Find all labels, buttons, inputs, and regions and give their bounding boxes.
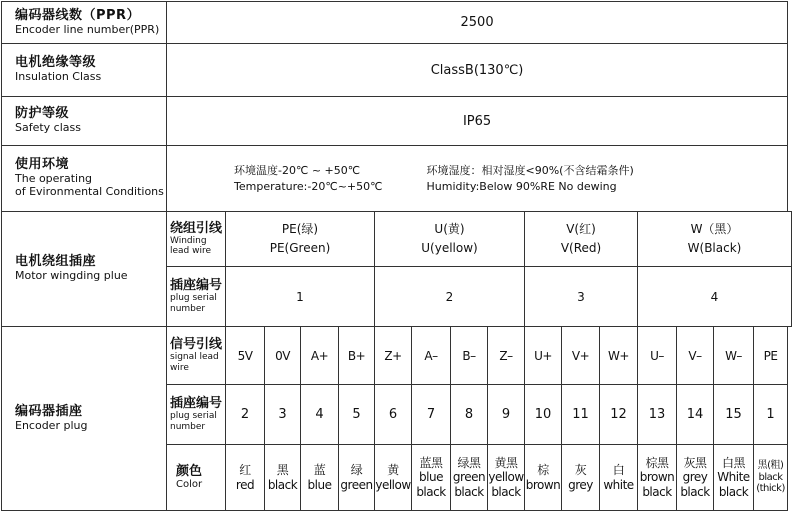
winding-lead-pe	[226, 212, 375, 267]
row-insulation	[2, 44, 792, 97]
encoder-label-cn: 编码器插座	[15, 403, 83, 419]
color-en: White	[717, 470, 750, 485]
color-cell	[226, 445, 265, 511]
ppr-label-cn: 编码器线数（PPR）	[15, 7, 141, 23]
signal-lead-label	[167, 327, 226, 385]
plug-number-cell: 8	[451, 385, 488, 445]
plug-number-cell: 11	[562, 385, 600, 445]
environment-label-cn: 使用环境	[15, 157, 70, 173]
color-cell	[677, 445, 714, 511]
color-en-2: black	[680, 484, 710, 499]
motor-plug-1: 1	[226, 267, 375, 327]
encoder-plug-label-en-2: number	[170, 421, 206, 432]
plug-number-cell: 4	[301, 385, 339, 445]
environment-values	[167, 146, 788, 212]
motor-plug-2: 2	[375, 267, 525, 327]
signal-cell: U–	[638, 327, 677, 385]
color-en: blue	[307, 477, 332, 492]
plug-number-cell: 9	[488, 385, 525, 445]
insulation-label-cn: 电机绝缘等级	[15, 55, 97, 71]
motor-plug-label-en-1: plug serial	[170, 293, 217, 304]
encoder-label-en: Encoder plug	[15, 418, 88, 432]
plug-number-cell: 2	[226, 385, 265, 445]
winding-pe-en: PE(Green)	[269, 241, 331, 255]
winding-lead-v	[525, 212, 638, 267]
row-motor-lead	[2, 212, 792, 267]
color-cn: 白	[612, 463, 625, 478]
color-cn: 棕	[537, 463, 549, 478]
safety-label-cell	[2, 97, 167, 146]
color-cn: 绿黑	[457, 455, 481, 470]
motor-plug-label	[167, 267, 226, 327]
motor-plug-label-cn: 插座编号	[170, 278, 223, 293]
color-cn: 黄黑	[494, 455, 518, 470]
signal-cell: B–	[451, 327, 488, 385]
color-cell	[525, 445, 562, 511]
color-en-2: black	[454, 484, 484, 499]
color-en-2: black	[491, 484, 521, 499]
plug-number-cell: 14	[677, 385, 714, 445]
color-en: black	[758, 471, 783, 483]
color-cn: 蓝黑	[419, 455, 443, 470]
color-cell	[412, 445, 451, 511]
color-cn: 灰黑	[683, 455, 707, 470]
safety-value: IP65	[167, 97, 788, 146]
color-cell	[714, 445, 754, 511]
humidity-block	[427, 163, 634, 194]
plug-number-cell: 7	[412, 385, 451, 445]
ppr-label-cell	[2, 2, 167, 44]
signal-lead-label-en-2: wire	[170, 362, 189, 373]
motor-plug-3: 3	[525, 267, 638, 327]
plug-number-cell: 15	[714, 385, 754, 445]
encoder-label-cell	[2, 327, 167, 511]
signal-cell: 5V	[226, 327, 265, 385]
color-cn: 黄	[387, 463, 399, 478]
signal-lead-label-en-1: signal lead	[170, 352, 219, 363]
insulation-value: ClassB(130℃)	[167, 44, 788, 97]
motor-label-cell	[2, 212, 167, 327]
winding-lead-label-en-2: lead wire	[170, 246, 212, 257]
plug-number-cell: 6	[375, 385, 412, 445]
winding-w-cn: W（黑）	[690, 222, 739, 237]
color-label	[167, 445, 226, 511]
color-cn: 红	[239, 463, 251, 478]
signal-cell: 0V	[265, 327, 301, 385]
encoder-plug-label-en-1: plug serial	[170, 411, 217, 422]
winding-lead-label-cn: 绕组引线	[170, 220, 223, 236]
humidity-en: Humidity:Below 90%RE No dewing	[426, 179, 617, 193]
temperature-block	[234, 163, 383, 194]
motor-label-en: Motor wingding plue	[15, 269, 128, 283]
environment-label-en-2: of Evironmental Conditions	[15, 184, 164, 198]
motor-plug-4: 4	[638, 267, 792, 327]
winding-w-en: W(Black)	[687, 241, 742, 255]
color-en-2: black	[642, 484, 672, 499]
color-cell	[375, 445, 412, 511]
winding-u-en: U(yellow)	[421, 241, 478, 255]
winding-lead-label	[167, 212, 226, 267]
encoder-plug-label	[167, 385, 226, 445]
signal-cell: A–	[412, 327, 451, 385]
color-label-cn: 颜色	[176, 463, 203, 479]
winding-lead-u	[375, 212, 525, 267]
winding-lead-label-en-1: Winding	[170, 235, 207, 246]
color-cell	[301, 445, 339, 511]
winding-pe-cn: PE(绿)	[281, 222, 319, 237]
color-en: grey	[568, 477, 593, 492]
environment-label-en-1: The operating	[15, 172, 93, 186]
insulation-label-en: Insulation Class	[15, 70, 102, 84]
plug-number-cell: 5	[339, 385, 375, 445]
safety-label-en: Safety class	[15, 121, 81, 135]
ppr-label-en: Encoder line number(PPR)	[15, 22, 160, 36]
plug-number-cell: 12	[600, 385, 638, 445]
motor-label-cn: 电机绕组插座	[15, 254, 97, 270]
color-en: white	[603, 477, 634, 492]
color-cn: 绿	[350, 463, 363, 478]
plug-number-cell: 3	[265, 385, 301, 445]
color-cn: 白黑	[721, 455, 745, 470]
plug-number-cell: 13	[638, 385, 677, 445]
winding-v-en: V(Red)	[560, 241, 602, 255]
plug-number-cell: 1	[754, 385, 788, 445]
color-cell	[265, 445, 301, 511]
row-safety	[2, 97, 792, 146]
color-en-2: black	[416, 484, 446, 499]
temperature-cn: 环境温度-20℃ ~ +50℃	[234, 164, 361, 178]
color-en: red	[235, 477, 255, 492]
signal-cell: V+	[562, 327, 600, 385]
signal-cell: V–	[677, 327, 714, 385]
safety-label-cn: 防护等级	[15, 106, 70, 122]
signal-cell: B+	[339, 327, 375, 385]
winding-u-cn: U(黄)	[434, 222, 465, 237]
color-en: brown	[525, 477, 561, 492]
color-en: yellow	[488, 470, 524, 485]
color-en: grey	[682, 470, 708, 485]
color-cell	[451, 445, 488, 511]
color-cn: 棕黑	[645, 455, 669, 470]
color-en: brown	[639, 470, 675, 485]
signal-cell: A+	[301, 327, 339, 385]
winding-lead-w	[638, 212, 792, 267]
encoder-plug-label-cn: 插座编号	[170, 396, 223, 411]
signal-cell: PE	[754, 327, 788, 385]
color-en-2: black	[718, 484, 749, 499]
color-label-en: Color	[176, 478, 203, 490]
color-cell	[600, 445, 638, 511]
signal-lead-label-cn: 信号引线	[170, 337, 223, 352]
temperature-en: Temperature:-20℃~+50℃	[234, 179, 383, 193]
humidity-cn: 环境湿度：相对湿度<90%(不含结霜条件)	[426, 164, 634, 178]
color-en: black	[267, 477, 298, 492]
winding-v-cn: V(红)	[566, 222, 596, 237]
color-cell	[488, 445, 525, 511]
signal-cell: W–	[714, 327, 754, 385]
signal-cell: U+	[525, 327, 562, 385]
color-cell	[562, 445, 600, 511]
color-cn: 黑(粗)	[757, 460, 784, 472]
signal-cell: Z–	[488, 327, 525, 385]
color-cell	[339, 445, 375, 511]
motor-plug-label-en-2: number	[170, 303, 206, 314]
color-cell	[754, 445, 788, 511]
color-en: green	[340, 477, 373, 492]
spec-table	[1, 1, 792, 511]
plug-number-cell: 10	[525, 385, 562, 445]
row-environment	[2, 146, 792, 212]
insulation-label-cell	[2, 44, 167, 97]
color-cn: 黑	[276, 463, 289, 478]
color-en-2: (thick)	[756, 483, 785, 495]
row-ppr	[2, 2, 792, 44]
color-en: yellow	[375, 477, 411, 492]
color-cn: 蓝	[313, 463, 326, 478]
signal-cell: Z+	[375, 327, 412, 385]
color-cn: 灰	[574, 463, 587, 478]
signal-cell: W+	[600, 327, 638, 385]
ppr-value: 2500	[167, 2, 788, 44]
environment-label-cell	[2, 146, 167, 212]
color-cell	[638, 445, 677, 511]
color-en: blue	[419, 470, 443, 485]
color-en: green	[452, 470, 486, 485]
row-encoder-signal	[2, 327, 792, 385]
